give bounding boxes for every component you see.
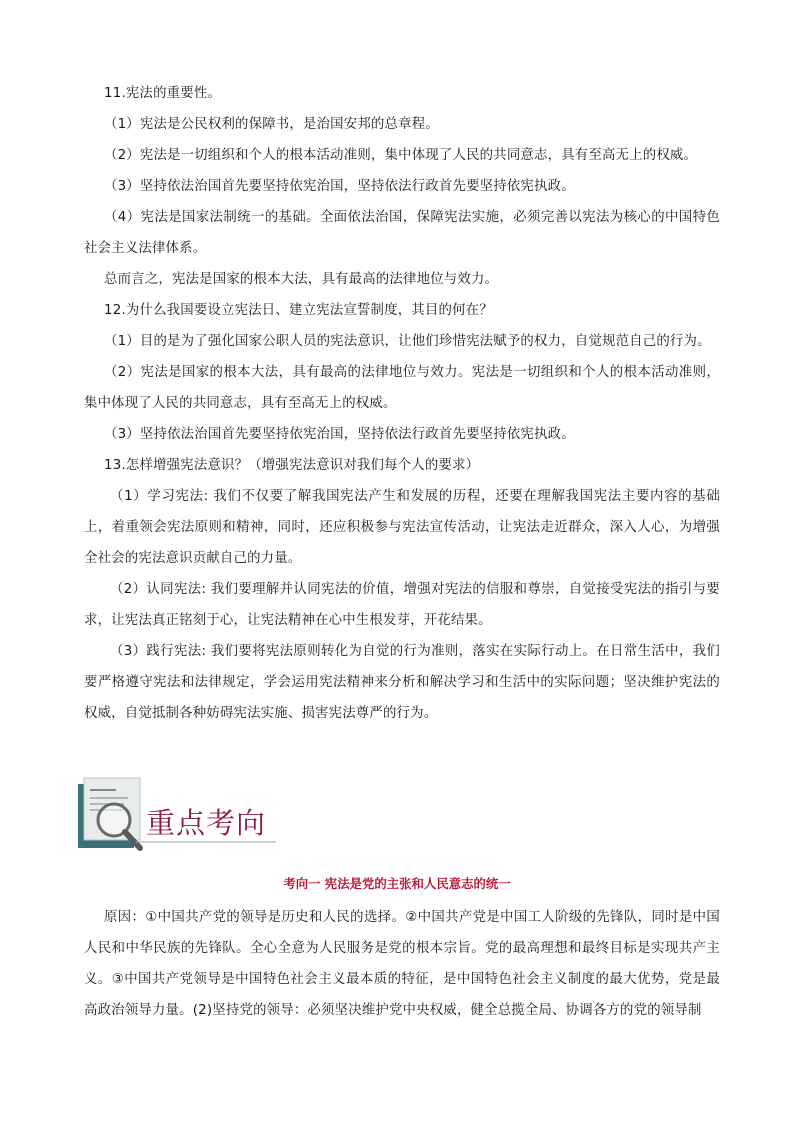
answer-item: （3）践行宪法: 我们要将宪法原则转化为自觉的行为准则，落实在实际行动上。在日常生活中，我们要严格遵守宪法和法律规定，学会运用宪法精神来分析和解决学习和生活中的实际问题；坚决维护宪法的权威，自觉抵制各种妨碍宪法实施、损害宪法尊严的行为。: [84, 644, 720, 721]
answer-item: （1）目的是为了强化国家公职人员的宪法意识，让他们珍惜宪法赋予的权力，自觉规范自己的行为。: [104, 334, 711, 349]
answer-item: （2）宪法是国家的根本大法，具有最高的法律地位与效力。宪法是一切组织和个人的根本活动准则，集中体现了人民的共同意志，具有至高无上的权威。: [84, 365, 720, 411]
qa-section: [84, 78, 720, 729]
answer-item: （3）坚持依法治国首先要坚持依宪治国，坚持依法行政首先要坚持依宪执政。: [104, 427, 575, 442]
answer-item: （4）宪法是国家法制统一的基础。全面依法治国，保障宪法实施，必须完善以宪法为核心的中国特色社会主义法律体系。: [84, 210, 720, 256]
topic-section: [84, 902, 720, 1026]
answer-item: （2）宪法是一切组织和个人的根本活动准则，集中体现了人民的共同意志，具有至高无上的权威。: [104, 148, 698, 163]
question-title: 12.为什么我国要设立宪法日、建立宪法宣誓制度，其目的何在？: [104, 303, 493, 318]
answer-item: （1）学习宪法: 我们不仅要了解我国宪法产生和发展的历程，还要在理解我国宪法主要内容的基础上，着重领会宪法原则和精神，同时，还应积极参与宪法宣传活动，让宪法走近群众，深入人心，为增强全社会的宪法意识贡献自己的力量。: [84, 489, 720, 566]
answer-item: （1）宪法是公民权利的保障书，是治国安邦的总章程。: [104, 117, 439, 132]
summary-text: 总而言之，宪法是国家的根本大法，具有最高的法律地位与效力。: [104, 272, 499, 287]
answer-item: （2）认同宪法: 我们要理解并认同宪法的价值，增强对宪法的信服和尊崇，自觉接受宪法的指引与要求，让宪法真正铭刻于心，让宪法精神在心中生根发芽，开花结果。: [84, 582, 720, 628]
topic-body: 原因：①中国共产党的领导是历史和人民的选择。②中国共产党是中国工人阶级的先锋队，同时是中国人民和中华民族的先锋队。全心全意为人民服务是党的根本宗旨。党的最高理想和最终目标是实现共产主义。③中国共产党领导是中国特色社会主义最本质的特征，是中国特色社会主义制度的最大优势，党是最高政治领导力量。(2)坚持党的领导：必须坚决维护党中央权威，健全总揽全局、协调各方的党的领导制: [84, 910, 720, 1018]
answer-item: （3）坚持依法治国首先要坚持依宪治国，坚持依法行政首先要坚持依宪执政。: [104, 179, 575, 194]
question-title: 11.宪法的重要性。: [104, 86, 222, 101]
section-title: 重点考向: [146, 806, 267, 840]
question-title: 13.怎样增强宪法意识？（增强宪法意识对我们每个人的要求）: [104, 458, 480, 473]
topic-title: 考向一 宪法是党的主张和人民意志的统一: [283, 876, 511, 891]
